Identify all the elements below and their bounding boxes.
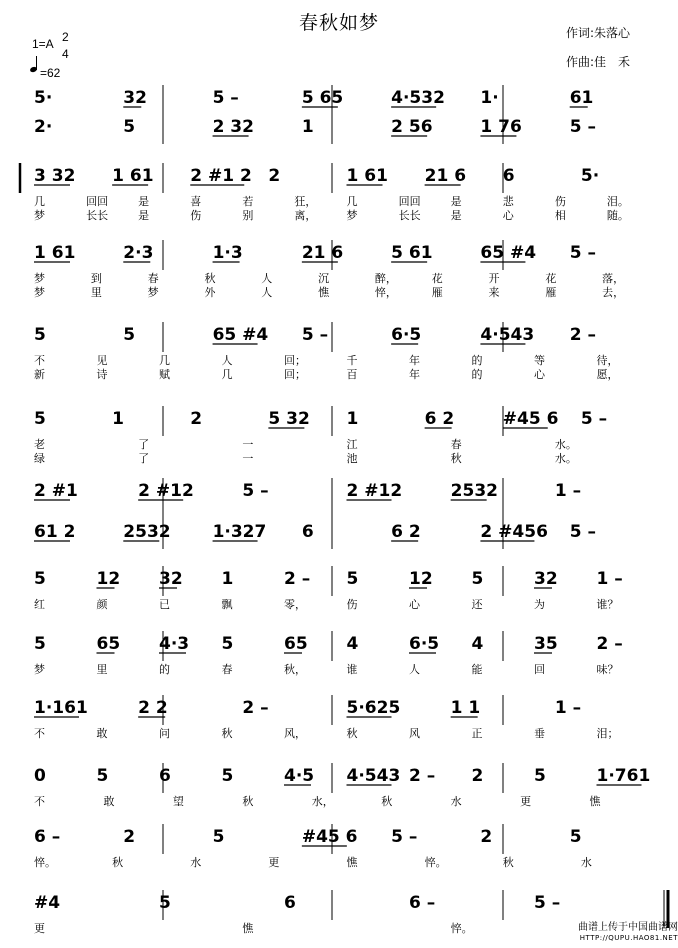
lyric-syllable: 梦	[34, 272, 45, 285]
lyric-syllable: 年	[409, 368, 420, 381]
jianpu-note: 5 –	[212, 88, 239, 108]
lyric-syllable: 秋	[502, 856, 514, 869]
jianpu-note: #45 6	[502, 409, 559, 429]
jianpu-note: 2 #1 2	[190, 166, 252, 186]
jianpu-note: 35	[534, 634, 558, 654]
lyric-syllable: 不	[34, 354, 45, 367]
jianpu-note: 2532	[123, 522, 171, 542]
lyric-syllable: 水，	[311, 795, 334, 808]
jianpu-note: 5	[221, 766, 234, 786]
lyric-syllable: 憔	[589, 795, 601, 808]
jianpu-note: 65	[284, 634, 308, 654]
lyric-syllable: 红	[34, 598, 45, 611]
lyricist-credit: 作词:朱落心	[566, 26, 631, 40]
song-title: 春秋如梦	[298, 12, 379, 34]
jianpu-note: 6·5	[409, 634, 440, 654]
lyric-syllable: 年	[409, 354, 420, 367]
jianpu-note: 32	[534, 569, 558, 589]
lyric-syllable: 敢	[96, 727, 108, 740]
lyric-syllable: 花	[545, 272, 557, 285]
jianpu-note: 2 2	[138, 698, 168, 718]
jianpu-note: 1 –	[554, 481, 582, 501]
lyric-syllable: 秋	[381, 795, 393, 808]
lyric-syllable: 是	[138, 195, 150, 208]
jianpu-note: 21 6	[301, 243, 344, 263]
jianpu-note: 2 –	[242, 698, 269, 718]
jianpu-note: 12	[96, 569, 121, 589]
lyric-syllable: 见	[96, 354, 108, 367]
jianpu-note: 5·625	[346, 698, 401, 718]
jianpu-note: 2 32	[212, 117, 254, 137]
jianpu-note: 2 –	[569, 325, 596, 345]
lyric-syllable: 去，	[602, 286, 625, 299]
lyric-syllable: 正	[471, 727, 483, 740]
jianpu-note: 5 61	[391, 243, 433, 263]
lyric-syllable: 绿	[34, 452, 45, 465]
lyric-syllable: 的	[471, 368, 483, 381]
lyric-syllable: 秋	[346, 727, 358, 740]
jianpu-note: 2 #456	[480, 522, 548, 542]
lyric-syllable: 悴。	[424, 856, 447, 869]
jianpu-note: 2 –	[596, 634, 623, 654]
jianpu-note: 2	[190, 409, 203, 429]
lyric-syllable: 心	[502, 209, 514, 222]
jianpu-note: 5	[212, 827, 225, 847]
jianpu-note: 5 65	[301, 88, 344, 108]
jianpu-note: 6	[159, 766, 171, 786]
lyric-syllable: 千	[346, 354, 358, 367]
jianpu-note: 4	[471, 634, 484, 654]
jianpu-note: 4·543	[480, 325, 535, 345]
lyric-syllable: 雁	[545, 286, 557, 299]
lyric-syllable: 是	[450, 195, 462, 208]
jianpu-note: 0	[34, 766, 46, 786]
lyric-syllable: 离，	[294, 209, 317, 222]
jianpu-note: 5 –	[569, 243, 596, 263]
lyric-syllable: 人	[409, 663, 420, 676]
jianpu-note: 5	[34, 325, 46, 345]
jianpu-note: 1 1	[450, 698, 481, 718]
lyric-syllable: 是	[138, 209, 150, 222]
lyric-syllable: 一	[242, 452, 254, 465]
lyric-syllable: 里	[90, 286, 102, 299]
lyric-syllable: 等	[534, 354, 545, 367]
composer-credit: 作曲:佳 禾	[566, 55, 631, 69]
lyric-syllable: 梦	[34, 286, 45, 299]
jianpu-note: 5 –	[580, 409, 608, 429]
lyric-syllable: 人	[261, 272, 273, 285]
lyric-syllable: 来	[488, 286, 500, 299]
lyric-syllable: 憔	[346, 856, 358, 869]
lyric-syllable: 秋	[450, 452, 462, 465]
lyric-syllable: 春	[450, 438, 462, 451]
jianpu-note: 2	[471, 766, 484, 786]
jianpu-note: 2 –	[409, 766, 436, 786]
jianpu-note: 5	[159, 893, 171, 913]
lyric-syllable: 几	[34, 195, 45, 208]
lyric-syllable: 一	[242, 438, 254, 451]
lyric-syllable: 望	[172, 795, 184, 808]
lyric-syllable: 问	[159, 727, 170, 740]
lyric-syllable: 是	[450, 209, 462, 222]
lyric-syllable: 诗	[96, 368, 108, 381]
lyric-syllable: 人	[221, 354, 233, 367]
lyric-syllable: 百	[346, 368, 358, 381]
jianpu-note: 2	[480, 827, 493, 847]
lyric-syllable: 随。	[606, 209, 629, 222]
jianpu-note: 1	[221, 569, 234, 589]
jianpu-note: 1·	[480, 88, 499, 108]
lyric-syllable: 待，	[596, 354, 619, 367]
jianpu-note: 5	[123, 325, 136, 345]
lyric-syllable: 人	[261, 286, 273, 299]
lyric-syllable: 悲	[502, 195, 514, 208]
jianpu-note: 6 2	[424, 409, 455, 429]
lyric-syllable: 赋	[159, 368, 170, 381]
jianpu-note: 1	[301, 117, 314, 137]
jianpu-note: 1 61	[346, 166, 388, 186]
lyric-syllable: 了	[138, 438, 150, 451]
lyric-syllable: 泪。	[606, 195, 629, 208]
lyric-syllable: 雁	[431, 286, 443, 299]
lyric-syllable: 悴，	[374, 286, 397, 299]
jianpu-note: 5	[96, 766, 109, 786]
lyric-syllable: 敢	[103, 795, 115, 808]
jianpu-note: 1 –	[596, 569, 623, 589]
jianpu-note: 4·543	[346, 766, 401, 786]
jianpu-note: 4	[346, 634, 359, 654]
lyric-syllable: 水	[190, 856, 202, 869]
lyric-syllable: 喜	[190, 195, 202, 208]
jianpu-note: 2 #12	[138, 481, 194, 501]
lyric-syllable: 老	[34, 438, 45, 451]
lyric-syllable: 谁？	[596, 598, 619, 611]
lyric-syllable: 飘	[221, 598, 233, 611]
jianpu-note: 2	[123, 827, 136, 847]
jianpu-note: 1·327	[212, 522, 267, 542]
lyric-syllable: 秋	[112, 856, 124, 869]
lyric-syllable: 颜	[96, 598, 108, 611]
lyric-syllable: 伤	[554, 195, 566, 208]
jianpu-note: 1·761	[596, 766, 651, 786]
lyric-syllable: 新	[34, 368, 45, 381]
lyric-syllable: 回	[534, 663, 545, 676]
jianpu-note: 65 #4	[480, 243, 537, 263]
lyric-syllable: 梦	[147, 286, 159, 299]
jianpu-note: 5	[471, 569, 484, 589]
jianpu-note: 5·	[34, 88, 53, 108]
lyric-syllable: 谁	[346, 663, 358, 676]
lyric-syllable: 不	[34, 727, 45, 740]
lyric-syllable: 水。	[554, 438, 577, 451]
lyric-syllable: 江	[346, 438, 358, 451]
lyric-syllable: 心	[409, 598, 420, 611]
jianpu-note: 5 –	[569, 117, 596, 137]
lyric-syllable: 回；	[284, 354, 306, 367]
lyric-syllable: 了	[138, 452, 150, 465]
lyric-syllable: 池	[346, 452, 358, 465]
lyric-syllable: 伤	[190, 209, 202, 222]
lyric-syllable: 秋，	[284, 663, 306, 676]
lyric-syllable: 水。	[554, 452, 577, 465]
lyric-syllable: 还	[471, 598, 483, 611]
jianpu-note: 5 32	[268, 409, 310, 429]
jianpu-note: 12	[409, 569, 433, 589]
jianpu-note: 5	[123, 117, 136, 137]
jianpu-note: 1 –	[554, 698, 582, 718]
jianpu-note: 6 2	[391, 522, 421, 542]
lyric-syllable: 秋	[204, 272, 216, 285]
jianpu-note: #4	[34, 893, 61, 913]
lyric-syllable: 已	[159, 598, 170, 611]
jianpu-note: 5 –	[242, 481, 269, 501]
lyric-syllable: 秋	[221, 727, 233, 740]
lyric-syllable: 相	[554, 209, 566, 222]
jianpu-note: 1 61	[34, 243, 76, 263]
lyric-syllable: 外	[204, 286, 216, 299]
lyric-syllable: 狂，	[294, 195, 317, 208]
lyric-syllable: 梦	[34, 663, 45, 676]
lyric-syllable: 春	[147, 272, 159, 285]
lyric-syllable: 几	[221, 368, 233, 381]
lyric-syllable: 回；	[284, 368, 306, 381]
lyric-syllable: 开	[488, 272, 500, 285]
lyric-syllable: 落，	[602, 272, 625, 285]
jianpu-note: 5 –	[569, 522, 596, 542]
lyric-syllable: 花	[431, 272, 443, 285]
lyric-syllable: 风，	[284, 727, 306, 740]
lyric-syllable: 几	[346, 195, 358, 208]
jianpu-note: 1	[346, 409, 359, 429]
jianpu-note: 2532	[450, 481, 498, 501]
lyric-syllable: 心	[534, 368, 545, 381]
jianpu-note: 5	[221, 634, 234, 654]
time-signature-numerator: 2	[62, 30, 69, 44]
jianpu-note: 5	[569, 827, 582, 847]
lyric-syllable: 风	[409, 727, 420, 740]
jianpu-note: 65 #4	[212, 325, 269, 345]
site-watermark	[548, 922, 678, 944]
jianpu-note: 5	[34, 634, 46, 654]
lyric-syllable: 到	[90, 272, 102, 285]
jianpu-note: 5 –	[301, 325, 329, 345]
lyric-syllable: 悴。	[450, 922, 473, 935]
key-signature: 1=A	[32, 37, 54, 51]
jianpu-note: 1 76	[480, 117, 522, 137]
lyric-syllable: 若	[242, 195, 254, 208]
lyric-syllable: 水	[450, 795, 462, 808]
lyric-syllable: 秋	[242, 795, 254, 808]
jianpu-note: 6 –	[34, 827, 61, 847]
jianpu-note: 4·5	[284, 766, 315, 786]
jianpu-note: 5	[34, 569, 46, 589]
jianpu-note: 61 2	[34, 522, 76, 542]
tempo-marking: =62	[40, 66, 61, 80]
lyric-syllable: 长长	[398, 209, 421, 222]
jianpu-note: 21 6	[424, 166, 467, 186]
jianpu-note: 2·3	[123, 243, 154, 263]
jianpu-note: 4·532	[391, 88, 445, 108]
jianpu-note: 2 –	[284, 569, 311, 589]
jianpu-note: 6	[284, 893, 296, 913]
lyric-syllable: 的	[159, 663, 170, 676]
jianpu-note: 3 32	[34, 166, 76, 186]
lyric-syllable: 为	[534, 598, 545, 611]
lyric-syllable: 春	[221, 663, 233, 676]
lyric-syllable: 的	[471, 354, 483, 367]
jianpu-note: 1·3	[212, 243, 243, 263]
jianpu-note: 2 #12	[346, 481, 403, 501]
jianpu-note: 2	[268, 166, 281, 186]
jianpu-note: 1	[112, 409, 124, 429]
lyric-syllable: 悴。	[34, 856, 56, 869]
jianpu-note: #45 6	[301, 827, 358, 847]
jianpu-note: 5·	[580, 166, 600, 186]
jianpu-note: 5	[346, 569, 359, 589]
jianpu-note: 6	[301, 522, 314, 542]
lyric-syllable: 更	[34, 922, 45, 935]
lyric-syllable: 憔	[242, 922, 254, 935]
lyric-syllable: 垂	[534, 727, 545, 740]
lyric-syllable: 更	[520, 795, 532, 808]
jianpu-note: 61	[569, 88, 594, 108]
jianpu-note: 4·3	[159, 634, 190, 654]
jianpu-note: 1·161	[34, 698, 88, 718]
jianpu-note: 6·5	[391, 325, 422, 345]
lyric-syllable: 沉	[318, 272, 330, 285]
lyric-syllable: 能	[471, 663, 483, 676]
jianpu-note: 5	[534, 766, 546, 786]
jianpu-note: 65	[96, 634, 121, 654]
lyric-syllable: 回回	[398, 195, 421, 208]
lyric-syllable: 梦	[346, 209, 358, 222]
lyric-syllable: 愿，	[596, 368, 619, 381]
jianpu-note: 32	[123, 88, 147, 108]
lyric-syllable: 更	[268, 856, 280, 869]
lyric-syllable: 回回	[86, 195, 109, 208]
lyric-syllable: 零，	[284, 598, 306, 611]
watermark-line-2: HTTP://QUPU.HAO81.NET	[579, 934, 678, 942]
lyric-syllable: 长长	[86, 209, 109, 222]
lyric-syllable: 梦	[34, 209, 45, 222]
jianpu-note: 2 56	[391, 117, 433, 137]
jianpu-note: 5	[34, 409, 46, 429]
lyric-syllable: 醉，	[374, 272, 397, 285]
lyric-syllable: 里	[96, 663, 108, 676]
lyric-syllable: 味？	[596, 663, 619, 676]
lyric-syllable: 几	[159, 354, 170, 367]
time-signature-denominator: 4	[62, 47, 69, 61]
jianpu-note: 5 –	[534, 893, 561, 913]
lyric-syllable: 伤	[346, 598, 358, 611]
lyric-syllable: 泪；	[596, 727, 619, 740]
lyric-syllable: 别	[242, 209, 254, 222]
jianpu-note: 6 –	[409, 893, 436, 913]
lyric-syllable: 不	[34, 795, 45, 808]
lyric-syllable: 水	[580, 856, 592, 869]
jianpu-note: 2 #1	[34, 481, 78, 501]
jianpu-note: 2·	[34, 117, 53, 137]
jianpu-note: 32	[159, 569, 183, 589]
lyric-syllable: 憔	[318, 286, 330, 299]
jianpu-note: 5 –	[391, 827, 418, 847]
watermark-line-1: 曲谱上传于中国曲谱网	[578, 922, 678, 933]
jianpu-note: 6	[502, 166, 515, 186]
jianpu-note: 1 61	[112, 166, 154, 186]
